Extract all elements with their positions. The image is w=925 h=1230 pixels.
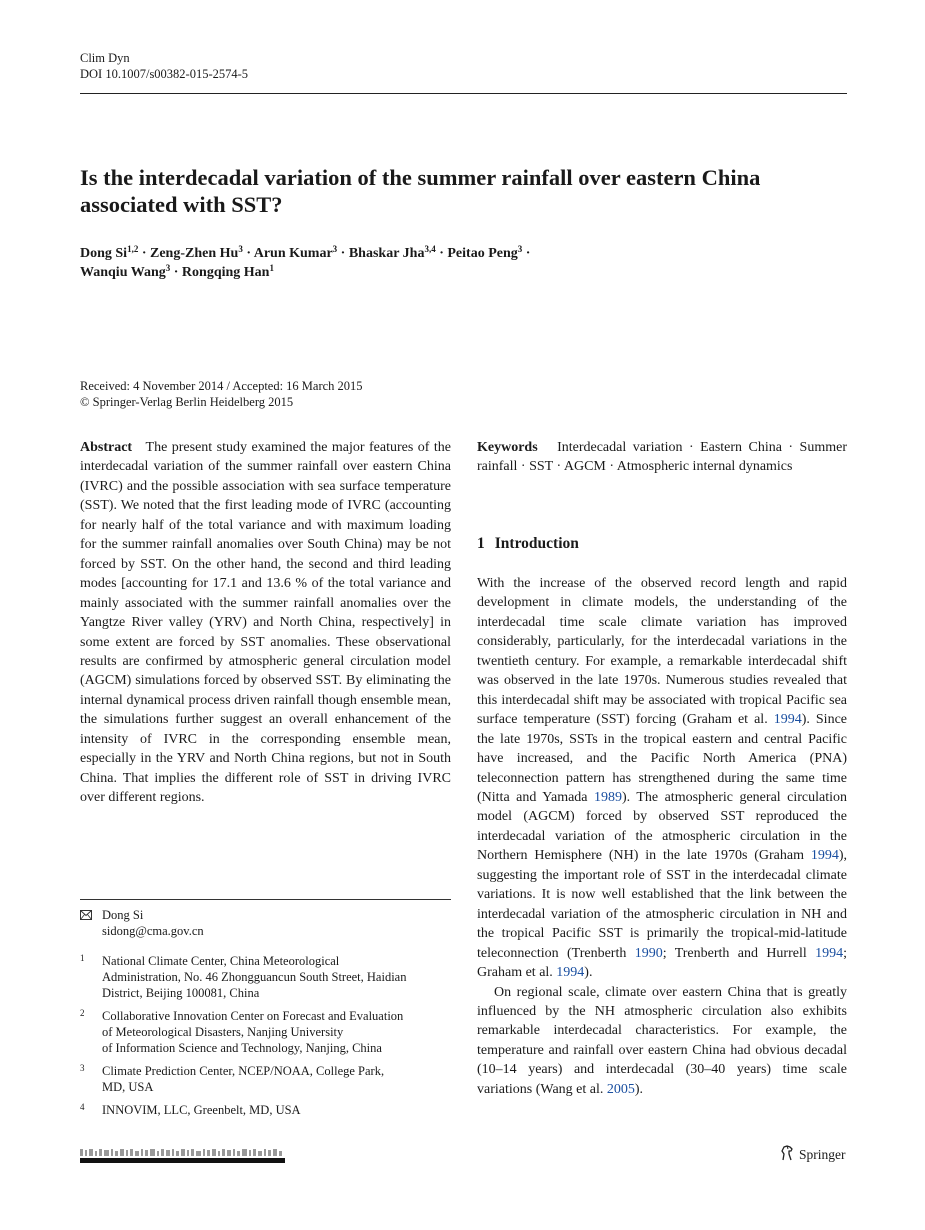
springer-horse-icon bbox=[780, 1145, 795, 1165]
keywords-label: Keywords bbox=[477, 440, 538, 455]
citation-link[interactable]: 1990 bbox=[634, 945, 663, 961]
citation-link[interactable]: 1994 bbox=[810, 848, 839, 864]
author[interactable]: Arun Kumar$^3$ bbox=[253, 244, 338, 261]
abstract-text: The present study examined the major features of the interdecadal variation of the summer rainfall over eastern China (IVRC) and the possible association with sea surface temperature (SST). We noted that the first leading mode of IVRC (accounting for nearly half of the total variance and with maximum loading for the summer rainfall anomalies over South China) may be not forced by SST. On the other hand, the second and third leading modes [accounting for 17.1 and 13.6 % of the total variance and mainly associated with the summer rainfall anomalies over the Yangtze River valley (YRV) and North China, respectively] in some extent are forced by SST anomalies. These observational results are confirmed by atmospheric general circulation model (AGCM) simulations forced by observed SST. By eliminating the internal dynamical process driven rainfall though ensemble mean, the simulations further suggest an overall enhancement of the intensity of IVRC in the corresponding ensemble mean, especially in the YRV and North China regions, but not in South China. That implies the different role of SST in driving IVRC over different regions. bbox=[80, 440, 452, 806]
dates-block bbox=[80, 378, 363, 410]
email-link[interactable]: sidong@cma.gov.cn bbox=[102, 924, 204, 938]
journal-header bbox=[80, 50, 248, 82]
section-heading bbox=[477, 535, 579, 553]
section-number: 1 bbox=[477, 535, 485, 552]
citation-link[interactable]: 1994 bbox=[773, 712, 802, 728]
author[interactable]: Zeng-Zhen Hu$^3$ bbox=[150, 244, 243, 261]
keywords bbox=[477, 438, 847, 477]
correspondence bbox=[80, 907, 204, 939]
author[interactable]: Wanqiu Wang$^3$ bbox=[80, 263, 171, 280]
intro-paragraph: On regional scale, climate over eastern China that is greatly influenced by the NH atmospheric circulation also exhibits remarkable interdecadal characteristics. For example, the temperature and rainfall over eastern China had obvious decadal (10–14 years) and interdecadal (30–40 years) time scale variations (Wang et al. 2005). bbox=[477, 984, 847, 1097]
paper-title: Is the interdecadal variation of the summer rainfall over eastern China associated with SST? bbox=[80, 165, 761, 217]
affiliation: 2 Collaborative Innovation Center on Forecast and Evaluation of Meteorological Disasters, Nanjing University of Information Science and Technology, Nanjing, China bbox=[80, 1008, 451, 1056]
intro-paragraph: With the increase of the observed record length and rapid development in climate models, the understanding of the interdecadal time scale climate variation has improved considerably, particularly, for the interdecadal variations in the twentieth century. For example, a remarkable interdecadal shift was observed in the late 1970s. Numerous studies revealed that this interdecadal shift may be associated with tropical Pacific sea surface temperature (SST) forcing (Graham et al. 1994). Since the late 1970s, SSTs in the tropical eastern and central Pacific have increased, and the Pacific North America (PNA) teleconnection pattern has strengthened during the same time (Nitta and Yamada 1989). The atmospheric general circulation model (AGCM) forced by observed SST reproduced the interdecadal variation of the atmospheric circulation in the Northern Hemisphere (NH) in the late 1970s (Graham 1994), suggesting the important role of SST in the interdecadal climate variations. It is now well established that the link between the interdecadal variation of the atmospheric circulation in NH and the tropical Pacific SST is primarily the tropical-mid-latitude teleconnection (Trenberth 1990; Trenberth and Hurrell 1994; Graham et al. 1994). bbox=[477, 576, 847, 981]
envelope-icon bbox=[80, 908, 92, 924]
affiliation-number: 3 bbox=[80, 1063, 85, 1073]
affiliation-number: 1 bbox=[80, 953, 85, 963]
author[interactable]: Rongqing Han$^1$ bbox=[181, 263, 274, 280]
corresponding-author: Dong Si bbox=[102, 908, 144, 922]
section-title: Introduction bbox=[494, 535, 579, 552]
keywords-text: Interdecadal variation · Eastern China · Summer rainfall · SST · AGCM · Atmospheric internal dynamics bbox=[477, 440, 847, 475]
footnote-rule bbox=[80, 899, 451, 900]
doi[interactable]: DOI 10.1007/s00382-015-2574-5 bbox=[80, 67, 249, 81]
author[interactable]: Peitao Peng$^3$ bbox=[447, 244, 523, 261]
affiliation-number: 2 bbox=[80, 1008, 85, 1018]
citation-link[interactable]: 2005 bbox=[606, 1081, 635, 1097]
affiliation: 1 National Climate Center, China Meteorological Administration, No. 46 Zhongguancun South Street, Haidian District, Beijing 100081, China bbox=[80, 953, 451, 1001]
abstract bbox=[80, 438, 451, 808]
citation-link[interactable]: 1989 bbox=[593, 789, 622, 805]
abstract-label: Abstract bbox=[80, 440, 133, 455]
introduction-body bbox=[477, 574, 847, 1099]
copyright: © Springer-Verlag Berlin Heidelberg 2015 bbox=[80, 395, 294, 409]
author[interactable]: Dong Si$^{1,2}$ bbox=[80, 244, 139, 261]
header-rule bbox=[80, 93, 847, 94]
publisher-logo bbox=[780, 1145, 846, 1165]
author-list: Dong Si$^{1,2}$ · Zeng-Zhen $Hu^3$ · Arun Kumar$^3$ · Bhaskar Jha$^{3,4}$ · Peitao Peng$^3$ · Wanqiu Wang$^3$ · Rongqing Han$^1$ bbox=[80, 244, 531, 280]
received-accepted: Received: 4 November 2014 / Accepted: 16 March 2015 bbox=[80, 379, 363, 393]
affiliation: 4 INNOVIM, LLC, Greenbelt, MD, USA bbox=[80, 1102, 451, 1118]
citation-link[interactable]: 1994 bbox=[556, 965, 585, 981]
barcode-strip bbox=[80, 1148, 285, 1163]
author[interactable]: Bhaskar Jha$^{3,4}$ bbox=[348, 244, 436, 261]
affiliation: 3 Climate Prediction Center, NCEP/NOAA, College Park, MD, USA bbox=[80, 1063, 451, 1095]
journal-name: Clim Dyn bbox=[80, 51, 130, 65]
citation-link[interactable]: 1994 bbox=[815, 945, 844, 961]
publisher-name: Springer bbox=[799, 1147, 846, 1162]
affiliation-number: 4 bbox=[80, 1102, 85, 1112]
